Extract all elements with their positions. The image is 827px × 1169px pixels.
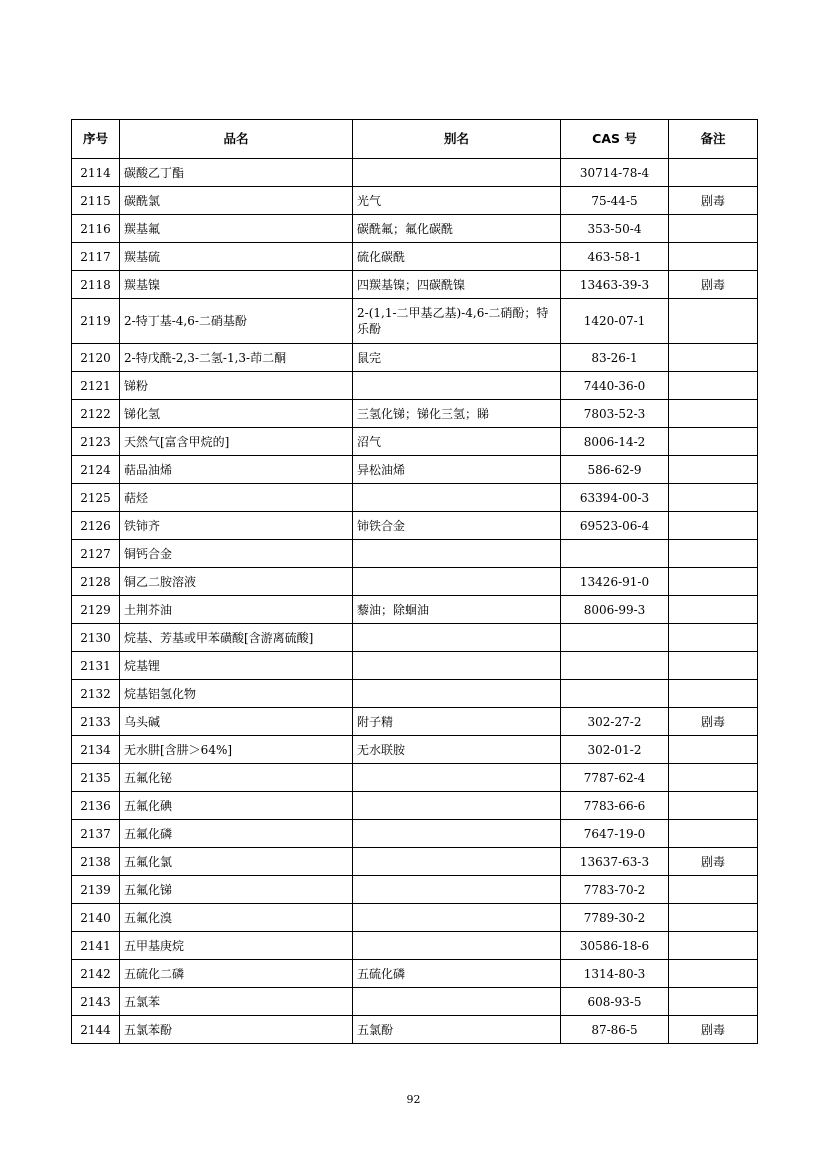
serial-number-cell: 2139: [72, 876, 120, 904]
table-row: [72, 876, 758, 904]
serial-number-cell: 2122: [72, 400, 120, 428]
table-row: [72, 680, 758, 708]
cas-number-cell: 7440-36-0: [561, 372, 669, 400]
cas-number-cell: 7647-19-0: [561, 820, 669, 848]
product-name-cell: 萜品油烯: [120, 456, 353, 484]
remarks-cell: [669, 159, 758, 187]
product-name-cell: 锑粉: [120, 372, 353, 400]
remarks-cell: [669, 215, 758, 243]
alias-cell: 光气: [353, 187, 561, 215]
serial-number-cell: 2114: [72, 159, 120, 187]
serial-number-cell: 2144: [72, 1016, 120, 1044]
serial-number-cell: 2142: [72, 960, 120, 988]
table-row: [72, 484, 758, 512]
product-name-cell: 羰基氟: [120, 215, 353, 243]
table-row: [72, 848, 758, 876]
product-name-cell: 五氟化磷: [120, 820, 353, 848]
table-row: [72, 988, 758, 1016]
product-name-cell: 五氟化碘: [120, 792, 353, 820]
alias-cell: [353, 848, 561, 876]
remarks-cell: 剧毒: [669, 848, 758, 876]
product-name-cell: 五氟化溴: [120, 904, 353, 932]
product-name-cell: 羰基镍: [120, 271, 353, 299]
alias-cell: [353, 372, 561, 400]
serial-number-cell: 2119: [72, 299, 120, 344]
product-name-cell: 五甲基庚烷: [120, 932, 353, 960]
serial-number-cell: 2116: [72, 215, 120, 243]
alias-cell: 沼气: [353, 428, 561, 456]
alias-cell: [353, 680, 561, 708]
product-name-cell: 五氟化铋: [120, 764, 353, 792]
alias-cell: 无水联胺: [353, 736, 561, 764]
remarks-cell: [669, 344, 758, 372]
alias-cell: [353, 988, 561, 1016]
product-name-cell: 五氟化锑: [120, 876, 353, 904]
remarks-cell: [669, 243, 758, 271]
table-row: [72, 568, 758, 596]
alias-cell: 五氯酚: [353, 1016, 561, 1044]
remarks-cell: 剧毒: [669, 187, 758, 215]
table-row: [72, 400, 758, 428]
cas-number-cell: 463-58-1: [561, 243, 669, 271]
table-row: [72, 540, 758, 568]
cas-number-cell: 7783-66-6: [561, 792, 669, 820]
remarks-cell: 剧毒: [669, 1016, 758, 1044]
table-row: [72, 159, 758, 187]
serial-number-cell: 2133: [72, 708, 120, 736]
serial-number-cell: 2118: [72, 271, 120, 299]
table-row: [72, 764, 758, 792]
table-row: [72, 215, 758, 243]
cas-number-cell: 83-26-1: [561, 344, 669, 372]
remarks-cell: [669, 400, 758, 428]
alias-cell: 五硫化磷: [353, 960, 561, 988]
remarks-cell: [669, 428, 758, 456]
remarks-cell: [669, 820, 758, 848]
table-row: [72, 187, 758, 215]
serial-number-cell: 2123: [72, 428, 120, 456]
table-row: [72, 736, 758, 764]
alias-cell: 鼠完: [353, 344, 561, 372]
product-name-cell: 五氟化氯: [120, 848, 353, 876]
cas-number-cell: 30586-18-6: [561, 932, 669, 960]
cas-number-cell: 13637-63-3: [561, 848, 669, 876]
remarks-cell: [669, 792, 758, 820]
remarks-cell: [669, 484, 758, 512]
remarks-cell: 剧毒: [669, 708, 758, 736]
serial-number-cell: 2127: [72, 540, 120, 568]
cas-number-cell: 302-01-2: [561, 736, 669, 764]
table-row: [72, 932, 758, 960]
remarks-cell: [669, 568, 758, 596]
cas-number-cell: 608-93-5: [561, 988, 669, 1016]
page-number: 92: [406, 1093, 421, 1106]
cas-number-cell: [561, 680, 669, 708]
cas-number-cell: [561, 540, 669, 568]
serial-number-cell: 2120: [72, 344, 120, 372]
cas-number-cell: 1314-80-3: [561, 960, 669, 988]
remarks-cell: [669, 652, 758, 680]
table-row: [72, 372, 758, 400]
cas-number-cell: 8006-99-3: [561, 596, 669, 624]
remarks-cell: [669, 960, 758, 988]
alias-cell: [353, 764, 561, 792]
alias-cell: [353, 932, 561, 960]
cas-number-cell: 75-44-5: [561, 187, 669, 215]
remarks-cell: [669, 299, 758, 344]
product-name-cell: 羰基硫: [120, 243, 353, 271]
serial-number-cell: 2143: [72, 988, 120, 1016]
serial-number-cell: 2131: [72, 652, 120, 680]
table-row: [72, 596, 758, 624]
product-name-cell: 天然气[富含甲烷的]: [120, 428, 353, 456]
product-name-cell: 铜钙合金: [120, 540, 353, 568]
table-row: [72, 299, 758, 344]
product-name-cell: 土荆芥油: [120, 596, 353, 624]
serial-number-cell: 2124: [72, 456, 120, 484]
remarks-cell: [669, 876, 758, 904]
remarks-cell: [669, 596, 758, 624]
product-name-cell: 五硫化二磷: [120, 960, 353, 988]
product-name-cell: 碳酸乙丁酯: [120, 159, 353, 187]
serial-number-cell: 2125: [72, 484, 120, 512]
table-body: [72, 159, 758, 1044]
alias-cell: [353, 792, 561, 820]
cas-number-cell: 63394-00-3: [561, 484, 669, 512]
cas-number-cell: 30714-78-4: [561, 159, 669, 187]
alias-cell: 三氢化锑；锑化三氢；睇: [353, 400, 561, 428]
product-name-cell: 碳酰氯: [120, 187, 353, 215]
serial-number-cell: 2117: [72, 243, 120, 271]
cas-number-cell: 353-50-4: [561, 215, 669, 243]
serial-number-cell: 2135: [72, 764, 120, 792]
product-name-cell: 烷基铝氢化物: [120, 680, 353, 708]
alias-cell: [353, 484, 561, 512]
product-name-cell: 铜乙二胺溶液: [120, 568, 353, 596]
product-name-cell: 五氯苯酚: [120, 1016, 353, 1044]
alias-cell: [353, 652, 561, 680]
remarks-cell: 剧毒: [669, 271, 758, 299]
serial-number-cell: 2115: [72, 187, 120, 215]
serial-number-cell: 2138: [72, 848, 120, 876]
alias-cell: [353, 904, 561, 932]
cas-number-cell: 586-62-9: [561, 456, 669, 484]
table-row: [72, 652, 758, 680]
remarks-cell: [669, 904, 758, 932]
cas-number-cell: 87-86-5: [561, 1016, 669, 1044]
cas-number-cell: 13463-39-3: [561, 271, 669, 299]
alias-cell: 铈铁合金: [353, 512, 561, 540]
alias-cell: 2-(1,1-二甲基乙基)-4,6-二硝酚；特乐酚: [353, 299, 561, 344]
alias-cell: [353, 876, 561, 904]
table-row: [72, 708, 758, 736]
alias-cell: 藜油；除蛔油: [353, 596, 561, 624]
cas-number-cell: 7803-52-3: [561, 400, 669, 428]
remarks-cell: [669, 932, 758, 960]
table-row: [72, 271, 758, 299]
product-name-cell: 萜烃: [120, 484, 353, 512]
product-name-cell: 五氯苯: [120, 988, 353, 1016]
cas-number-cell: 7787-62-4: [561, 764, 669, 792]
alias-cell: [353, 159, 561, 187]
alias-cell: 附子精: [353, 708, 561, 736]
cas-number-cell: 7789-30-2: [561, 904, 669, 932]
table-row: [72, 456, 758, 484]
serial-number-cell: 2134: [72, 736, 120, 764]
serial-number-cell: 2126: [72, 512, 120, 540]
header-alias: 别名: [353, 120, 561, 159]
product-name-cell: 2-特丁基-4,6-二硝基酚: [120, 299, 353, 344]
serial-number-cell: 2137: [72, 820, 120, 848]
table-row: [72, 820, 758, 848]
table-row: [72, 904, 758, 932]
table-row: [72, 512, 758, 540]
remarks-cell: [669, 736, 758, 764]
cas-number-cell: [561, 624, 669, 652]
table-header: [72, 120, 758, 159]
serial-number-cell: 2128: [72, 568, 120, 596]
table-row: [72, 344, 758, 372]
cas-number-cell: 8006-14-2: [561, 428, 669, 456]
alias-cell: [353, 568, 561, 596]
remarks-cell: [669, 764, 758, 792]
remarks-cell: [669, 372, 758, 400]
serial-number-cell: 2132: [72, 680, 120, 708]
header-serial-number: 序号: [72, 120, 120, 159]
remarks-cell: [669, 624, 758, 652]
product-name-cell: 2-特戊酰-2,3-二氢-1,3-茚二酮: [120, 344, 353, 372]
header-product-name: 品名: [120, 120, 353, 159]
product-name-cell: 锑化氢: [120, 400, 353, 428]
alias-cell: 硫化碳酰: [353, 243, 561, 271]
remarks-cell: [669, 456, 758, 484]
alias-cell: 异松油烯: [353, 456, 561, 484]
product-name-cell: 烷基、芳基或甲苯磺酸[含游离硫酸]: [120, 624, 353, 652]
cas-number-cell: 69523-06-4: [561, 512, 669, 540]
chemical-table: [71, 119, 758, 1044]
table-row: [72, 1016, 758, 1044]
cas-number-cell: 13426-91-0: [561, 568, 669, 596]
product-name-cell: 无水肼[含肼＞64%]: [120, 736, 353, 764]
product-name-cell: 乌头碱: [120, 708, 353, 736]
cas-number-cell: [561, 652, 669, 680]
alias-cell: 碳酰氟；氟化碳酰: [353, 215, 561, 243]
cas-number-cell: 302-27-2: [561, 708, 669, 736]
header-cas-number: CAS 号: [561, 120, 669, 159]
table-row: [72, 624, 758, 652]
remarks-cell: [669, 512, 758, 540]
serial-number-cell: 2121: [72, 372, 120, 400]
table-row: [72, 243, 758, 271]
remarks-cell: [669, 540, 758, 568]
serial-number-cell: 2140: [72, 904, 120, 932]
serial-number-cell: 2136: [72, 792, 120, 820]
alias-cell: [353, 540, 561, 568]
serial-number-cell: 2130: [72, 624, 120, 652]
alias-cell: [353, 624, 561, 652]
table-row: [72, 792, 758, 820]
serial-number-cell: 2129: [72, 596, 120, 624]
remarks-cell: [669, 988, 758, 1016]
table-row: [72, 960, 758, 988]
cas-number-cell: 1420-07-1: [561, 299, 669, 344]
table-row: [72, 428, 758, 456]
serial-number-cell: 2141: [72, 932, 120, 960]
alias-cell: 四羰基镍；四碳酰镍: [353, 271, 561, 299]
header-remarks: 备注: [669, 120, 758, 159]
remarks-cell: [669, 680, 758, 708]
alias-cell: [353, 820, 561, 848]
product-name-cell: 烷基锂: [120, 652, 353, 680]
product-name-cell: 铁铈齐: [120, 512, 353, 540]
cas-number-cell: 7783-70-2: [561, 876, 669, 904]
header-row: [72, 120, 758, 159]
